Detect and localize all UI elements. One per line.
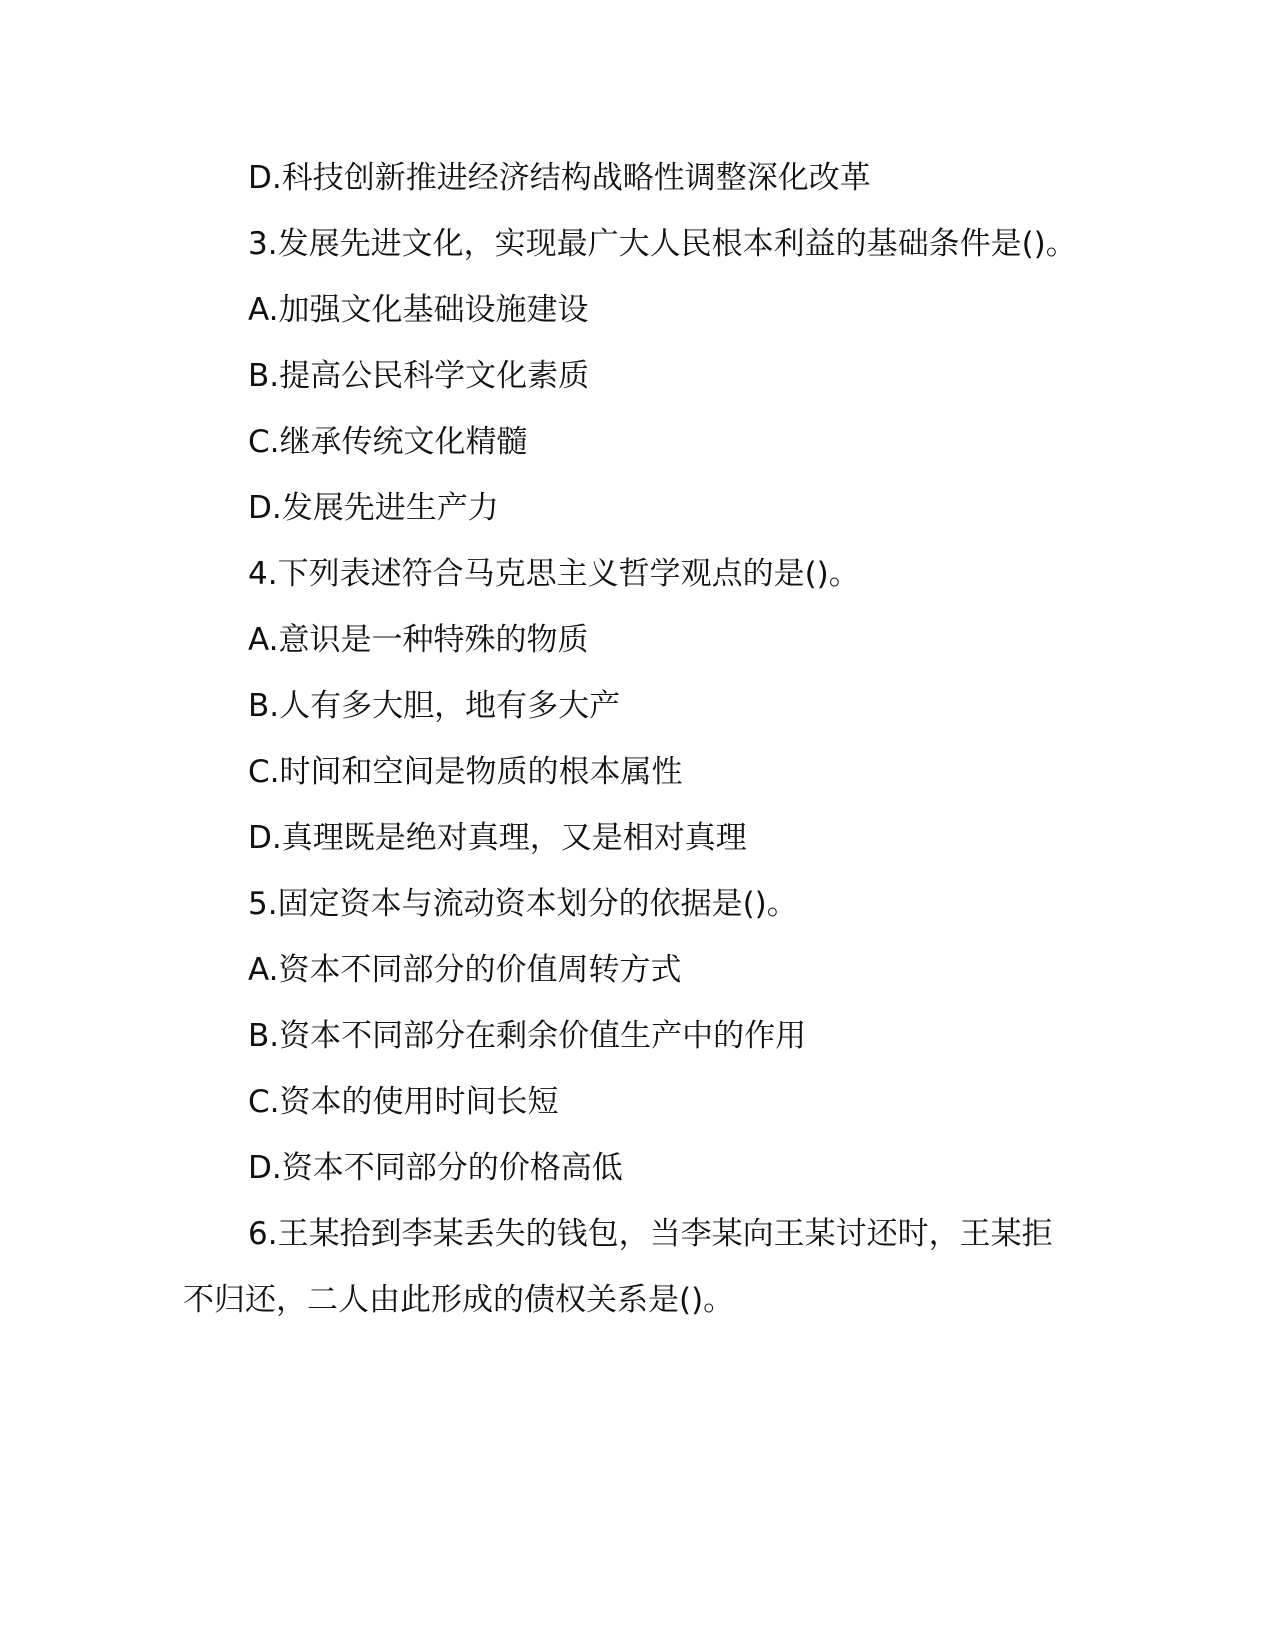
option-4-c: C.时间和空间是物质的根本属性 (248, 754, 683, 790)
question-5: 5.固定资本与流动资本划分的依据是()。 (248, 886, 798, 922)
option-5-b: B.资本不同部分在剩余价值生产中的作用 (248, 1018, 807, 1054)
option-5-c: C.资本的使用时间长短 (248, 1084, 559, 1120)
option-2-d: D.科技创新推进经济结构战略性调整深化改革 (248, 160, 871, 196)
option-3-b: B.提高公民科学文化素质 (248, 358, 590, 394)
option-3-a: A.加强文化基础设施建设 (248, 292, 589, 328)
option-5-a: A.资本不同部分的价值周转方式 (248, 952, 682, 988)
question-3: 3.发展先进文化，实现最广大人民根本利益的基础条件是()。 (248, 226, 1077, 262)
document-body (183, 145, 1078, 1333)
question-6: 6.王某拾到李某丢失的钱包，当李某向王某讨还时，王某拒不归还，二人由此形成的债权关系是()。 (183, 1216, 1053, 1318)
option-4-d: D.真理既是绝对真理，又是相对真理 (248, 820, 747, 856)
option-4-b: B.人有多大胆，地有多大产 (248, 688, 621, 724)
option-4-a: A.意识是一种特殊的物质 (248, 622, 589, 658)
question-4: 4.下列表述符合马克思主义哲学观点的是()。 (248, 556, 860, 592)
option-3-d: D.发展先进生产力 (248, 490, 499, 526)
option-3-c: C.继承传统文化精髓 (248, 424, 528, 460)
option-5-d: D.资本不同部分的价格高低 (248, 1150, 623, 1186)
